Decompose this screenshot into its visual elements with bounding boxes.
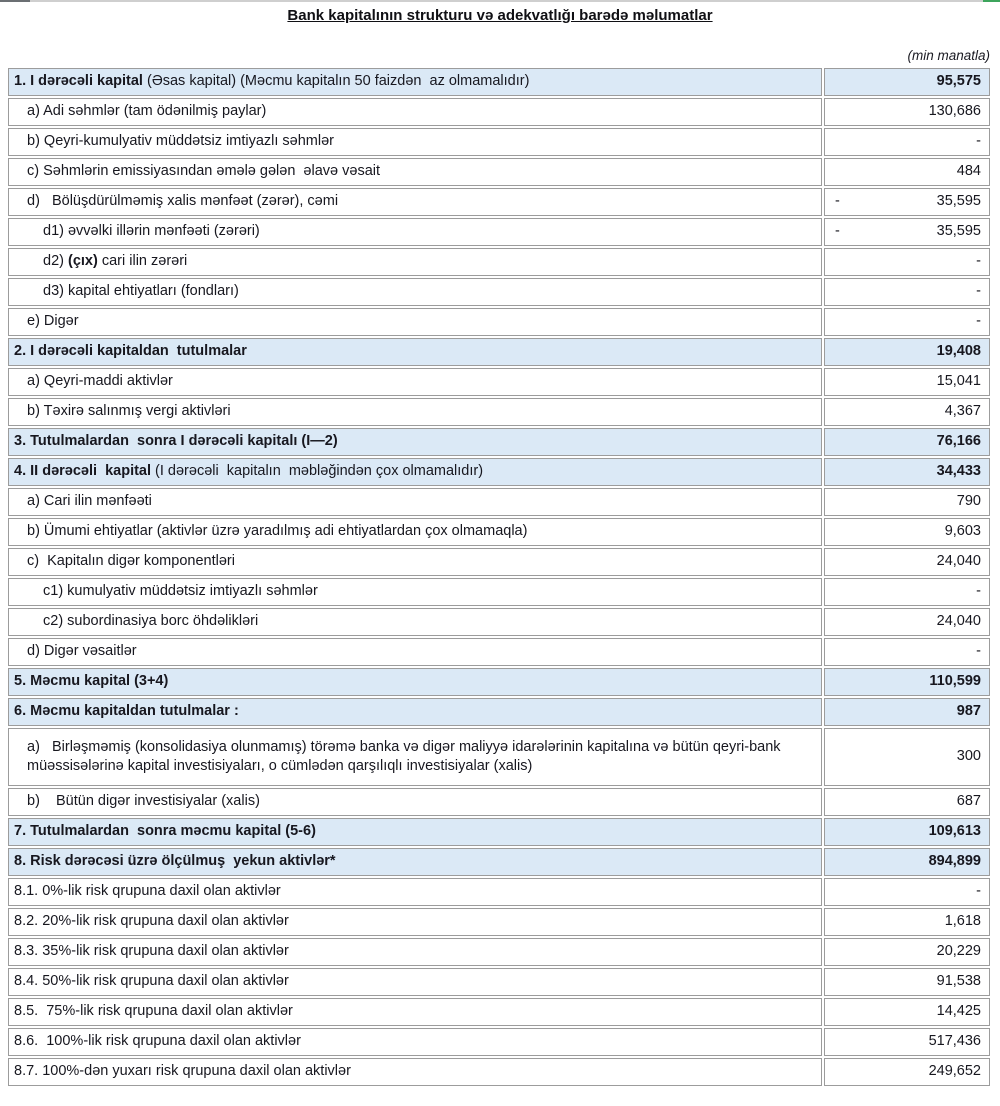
page-title: Bank kapitalının strukturu və adekvatlığı barədə məlumatlar [287,7,713,24]
row-value: 110,599 [824,668,990,696]
negative-sign: - [835,193,840,210]
row-value: 300 [824,728,990,786]
table-row [8,98,990,126]
table-row [8,968,990,996]
table-row [8,518,990,546]
row-value: - 35,595 [824,188,990,216]
table-row [8,398,990,426]
table-row [8,278,990,306]
row-value: 894,899 [824,848,990,876]
row-label: d1) əvvəlki illərin mənfəəti (zərəri) [8,218,822,246]
table-row [8,818,990,846]
table-row [8,728,990,786]
table-row [8,338,990,366]
top-edge-artifact [0,0,1000,2]
row-label: a) Cari ilin mənfəəti [8,488,822,516]
table-row [8,248,990,276]
table-row [8,68,990,96]
row-value: 484 [824,158,990,186]
row-label: 1. I dərəcəli kapital (Əsas kapital) (Məcmu kapitalın 50 faizdən az olmamalıdır) [8,68,822,96]
row-value: 4,367 [824,398,990,426]
table-row [8,218,990,246]
row-label: 8.1. 0%-lik risk qrupuna daxil olan aktivlər [8,878,822,906]
table-row [8,578,990,606]
row-value: 24,040 [824,548,990,576]
table-row [8,668,990,696]
table-row [8,158,990,186]
row-label: c2) subordinasiya borc öhdəlikləri [8,608,822,636]
row-label: b) Ümumi ehtiyatlar (aktivlər üzrə yaradılmış adi ehtiyatlardan çox olmamaqla) [8,518,822,546]
table-row [8,638,990,666]
row-label: 8.4. 50%-lik risk qrupuna daxil olan aktivlər [8,968,822,996]
table-row [8,488,990,516]
top-edge-green-segment [983,0,1000,2]
row-label: e) Digər [8,308,822,336]
row-value: - [824,578,990,606]
row-label: 8.7. 100%-dən yuxarı risk qrupuna daxil olan aktivlər [8,1058,822,1086]
row-label: 8.5. 75%-lik risk qrupuna daxil olan aktivlər [8,998,822,1026]
row-label: a) Qeyri-maddi aktivlər [8,368,822,396]
row-label: 6. Məcmu kapitaldan tutulmalar : [8,698,822,726]
row-value: 517,436 [824,1028,990,1056]
row-value: - [824,308,990,336]
row-label: 2. I dərəcəli kapitaldan tutulmalar [8,338,822,366]
row-value: 91,538 [824,968,990,996]
row-label: b) Təxirə salınmış vergi aktivləri [8,398,822,426]
row-label: 7. Tutulmalardan sonra məcmu kapital (5-6) [8,818,822,846]
table-row [8,128,990,156]
unit-note: (min manatla) [907,48,990,63]
table-row [8,428,990,456]
row-label: b) Qeyri-kumulyativ müddətsiz imtiyazlı səhmlər [8,128,822,156]
row-label: 5. Məcmu kapital (3+4) [8,668,822,696]
table-row [8,788,990,816]
row-label: 8.3. 35%-lik risk qrupuna daxil olan aktivlər [8,938,822,966]
table-row [8,908,990,936]
table-row [8,878,990,906]
row-value: 109,613 [824,818,990,846]
table-row [8,458,990,486]
row-value: - [824,278,990,306]
row-value: 24,040 [824,608,990,636]
row-value: 9,603 [824,518,990,546]
table-row [8,1028,990,1056]
row-label: d) Digər vəsaitlər [8,638,822,666]
row-label: c) Səhmlərin emissiyasından əmələ gələn əlavə vəsait [8,158,822,186]
row-label: b) Bütün digər investisiyalar (xalis) [8,788,822,816]
table-row [8,308,990,336]
row-label: a) Adi səhmlər (tam ödənilmiş paylar) [8,98,822,126]
row-value: 1,618 [824,908,990,936]
row-value: 14,425 [824,998,990,1026]
row-label: 8.6. 100%-lik risk qrupuna daxil olan aktivlər [8,1028,822,1056]
row-label: 8.2. 20%-lik risk qrupuna daxil olan aktivlər [8,908,822,936]
table-row [8,1058,990,1086]
negative-sign: - [835,223,840,240]
table-row [8,548,990,576]
row-label: d2) (çıx) cari ilin zərəri [8,248,822,276]
row-value: - [824,878,990,906]
row-value: 20,229 [824,938,990,966]
row-label: a) Birləşməmiş (konsolidasiya olunmamış) törəmə banka və digər maliyyə idarələrinin kapitalına və bütün qeyri-bank müəssisələrinə kapital investisiyaları, o cümlədən qarşılıqlı investisiyalar (xalis) [8,728,822,786]
table-row [8,998,990,1026]
row-label: 4. II dərəcəli kapital (I dərəcəli kapitalın məbləğindən çox olmamalıdır) [8,458,822,486]
row-value: 76,166 [824,428,990,456]
row-value: 15,041 [824,368,990,396]
table-row [8,848,990,876]
row-label: 3. Tutulmalardan sonra I dərəcəli kapitalı (I—2) [8,428,822,456]
row-value: - [824,248,990,276]
top-edge-light-segment [30,0,983,2]
row-value: - 35,595 [824,218,990,246]
table-row [8,368,990,396]
table-row [8,608,990,636]
capital-structure-table [8,68,990,1086]
row-label: 8. Risk dərəcəsi üzrə ölçülmuş yekun aktivlər* [8,848,822,876]
row-value: 19,408 [824,338,990,366]
row-value: 95,575 [824,68,990,96]
row-value: 249,652 [824,1058,990,1086]
row-label: c) Kapitalın digər komponentləri [8,548,822,576]
table-row [8,188,990,216]
table-row [8,938,990,966]
row-value: 987 [824,698,990,726]
row-value: 687 [824,788,990,816]
row-value: 790 [824,488,990,516]
row-value: - [824,128,990,156]
table-row [8,698,990,726]
row-label: d) Bölüşdürülməmiş xalis mənfəət (zərər), cəmi [8,188,822,216]
row-label: c1) kumulyativ müddətsiz imtiyazlı səhmlər [8,578,822,606]
row-label: d3) kapital ehtiyatları (fondları) [8,278,822,306]
row-value: 130,686 [824,98,990,126]
top-edge-dark-segment [0,0,30,2]
row-value: 34,433 [824,458,990,486]
row-value: - [824,638,990,666]
